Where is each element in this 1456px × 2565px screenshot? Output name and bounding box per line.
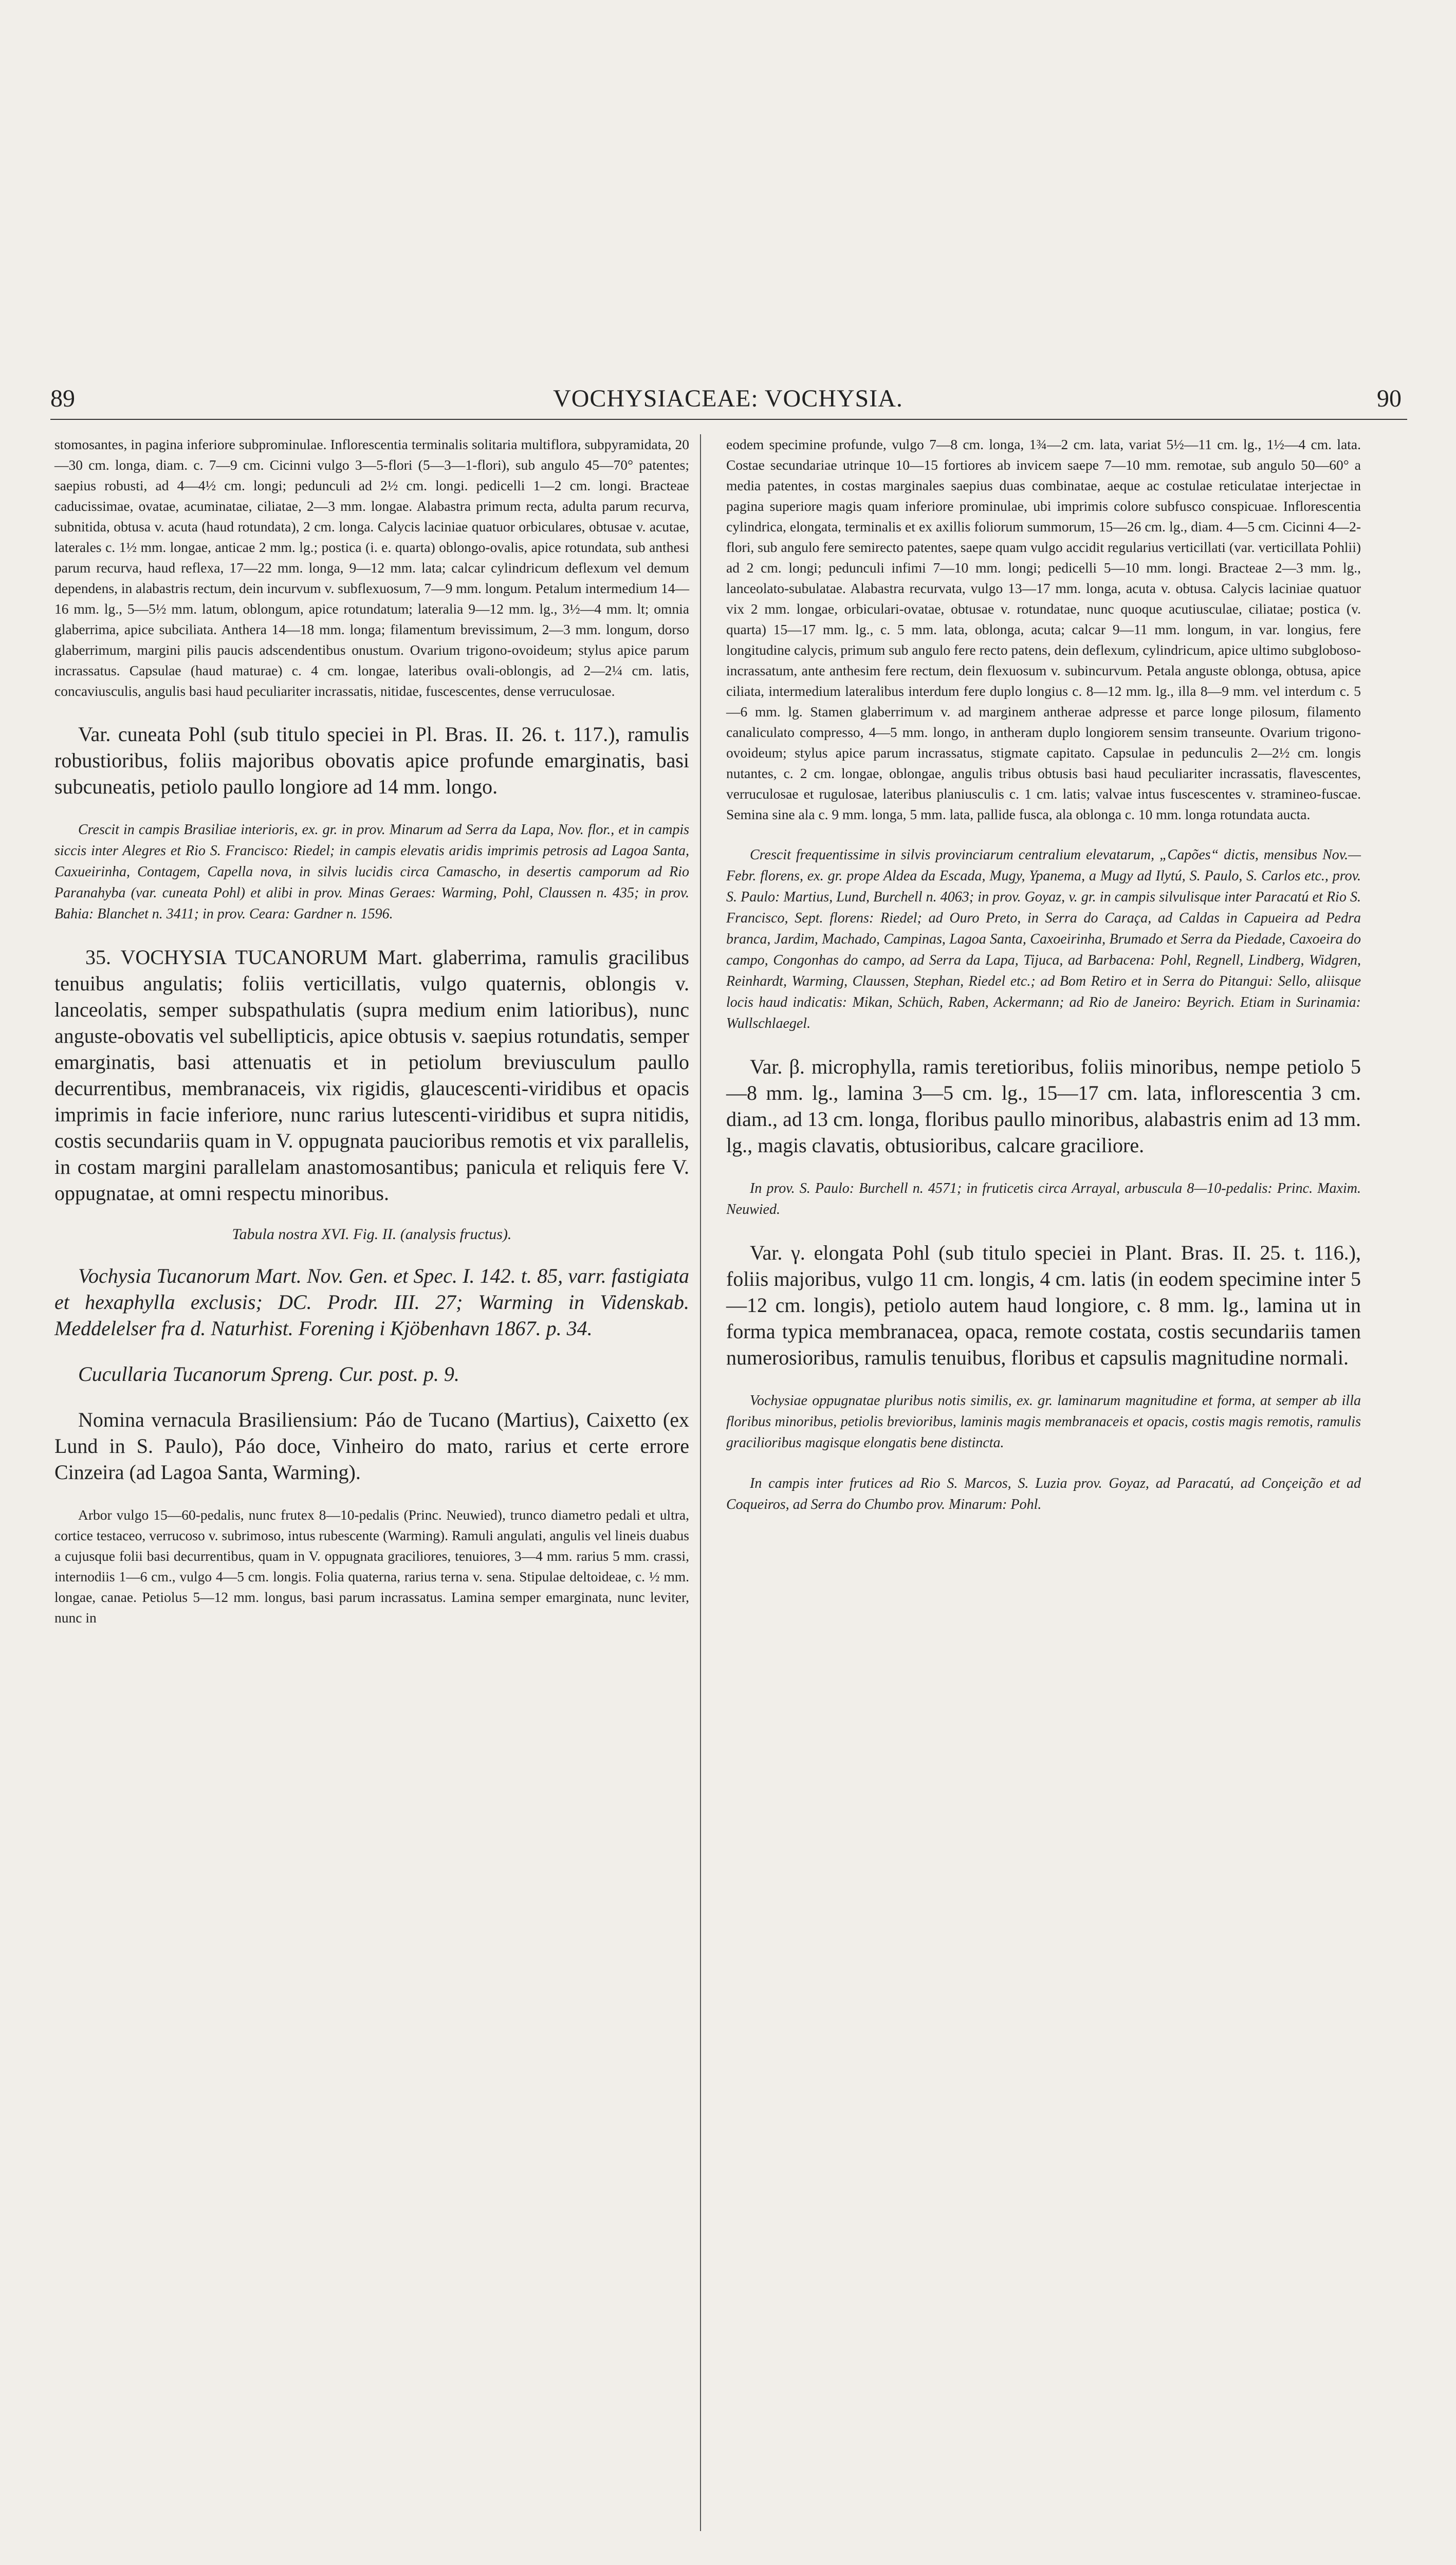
left-column bbox=[54, 434, 689, 1648]
right-page-number: 90 bbox=[1377, 385, 1402, 412]
synonym-cucullaria: Cucullaria Tucanorum Spreng. Cur. post. p. 9. bbox=[78, 1362, 459, 1386]
variety-elongata: Var. γ. elongata Pohl (sub titulo speciei in Plant. Bras. II. 25. t. 116.), foliis majoribus, vulgo 11 cm. longis, 4 cm. latis (in eodem specimine inter 5—12 cm. longis), petiolo autem haud longiore, c. 8 mm. lg., lamina ut in forma typica membranacea, opaca, remote costata, costis secundariis tamen numerosioribus, ramulis tenuibus, floribus et capsulis magnitudine normali. bbox=[726, 1241, 1361, 1369]
plate-reference: Tabula nostra XVI. Fig. II. (analysis fructus). bbox=[232, 1226, 512, 1243]
species-35-diagnosis: 35. VOCHYSIA TUCANORUM Mart. glaberrima, ramulis gracilibus tenuibus angulatis; foliis verticillatis, vulgo quaternis, oblongis v. lanceolatis, semper subspathulatis (supra medium enim latioribus), nunc anguste-obovatis vel subellipticis, apice obtusis v. saepius rotundatis, semper emarginatis, basi attenuatis et in petiolum breviusculum paullo decurrentibus, membranaceis, vix rigidis, glaucescenti-viridibus et opacis imprimis in facie inferiore, nunc rarius lutescenti-viridibus et supra nitidis, costis secundariis quam in V. oppugnata paucioribus remotis et vix parallelis, in costam margini parallelam anastomosantibus; panicula et reliquis fere V. oppugnatae, at omni respectu minoribus. bbox=[54, 946, 689, 1205]
comparison-note: Vochysiae oppugnatae pluribus notis similis, ex. gr. laminarum magnitudine et forma, at semper ab illa floribus minoribus, petiolis brevioribus, laminis magis membranaceis et opacis, costis magis remotis, ramulis gracilioribus magisque elongatis bene distincta. bbox=[726, 1393, 1361, 1451]
right-column bbox=[726, 434, 1361, 1535]
running-title: VOCHYSIACEAE: VOCHYSIA. bbox=[553, 385, 903, 412]
header-rule bbox=[50, 419, 1407, 420]
left-page-number: 89 bbox=[50, 385, 75, 412]
vernacular-names: Nomina vernacula Brasiliensium: Páo de Tucano (Martius), Caixetto (ex Lund in S. Paulo), Páo doce, Vinheiro do mato, rarius et certe errore Cinzeira (ad Lagoa Santa, Warming). bbox=[54, 1408, 689, 1484]
habitat-paragraph-right: Crescit frequentissime in silvis provinciarum centralium elevatarum, „Capões“ dictis, mensibus Nov.—Febr. florens, ex. gr. prope Aldea da Escada, Mugy, Ypanema, a Mugy ad Ilytú, S. Paulo, S. Carlos etc., prov. S. Paulo: Martius, Lund, Burchell n. 4063; in prov. Goyaz, v. gr. in campis silvulisque inter Paracatú et Rio S. Francisco, Sept. florens: Riedel; ad Ouro Preto, in Serra do Caraça, ad Caldas in Capueira ad Pedra branca, Jardim, Machado, Campinas, Lagoa Santa, Caxoeirinha, Brumado et Serra da Piedade, Caxoeira do campo, Congonhas do campo, ad Serra da Lapa, Tijuca, ad Barbacena: Pohl, Regnell, Lindberg, Widgren, Reinhardt, Warming, Claussen, Stephan, Riedel etc.; ad Bom Retiro et in Serra do Pitangui: Sello, aliisque locis haud indicatis: Mikan, Schüch, Raben, Ackermann; ad Rio de Janeiro: Beyrich. Etiam in Surinamia: Wullschlaegel. bbox=[726, 847, 1361, 1031]
variety-cuneata: Var. cuneata Pohl (sub titulo speciei in Pl. Bras. II. 26. t. 117.), ramulis robustioribus, foliis majoribus obovatis apice profunde emarginatis, basi subcuneatis, petiolo paullo longiore ad 14 mm. longo. bbox=[54, 723, 689, 798]
microphylla-locality: In prov. S. Paulo: Burchell n. 4571; in fruticetis circa Arrayal, arbuscula 8—10-pedalis: Princ. Maxim. Neuwied. bbox=[726, 1180, 1361, 1217]
habitat-paragraph: Crescit in campis Brasiliae interioris, ex. gr. in prov. Minarum ad Serra da Lapa, Nov. flor., et in campis siccis inter Alegres et Rio S. Francisco: Riedel; in campis elevatis aridis imprimis petrosis ad Lagoa Santa, Caxueirinha, Contagem, Capella nova, in silvis lucidis circa Camascho, in desertis camporum ad Rio Paranahyba (var. cuneata Pohl) et alibi in prov. Minas Geraes: Warming, Pohl, Claussen n. 435; in prov. Bahia: Blanchet n. 3411; in prov. Ceara: Gardner n. 1596. bbox=[54, 822, 689, 922]
description-continued-right: eodem specimine profunde, vulgo 7—8 cm. longa, 1¾—2 cm. lata, variat 5½—11 cm. lg., 1½—4 cm. lata. Costae secundariae utrinque 10—15 fortiores ab invicem saepe 7—10 mm. remotae, sub angulo 50—60° a media patentes, in costas marginales saepius duas combinatae, aeque ac costulae reticulatae interjectae in pagina superiore magis quam inferiore prominulae, ubi imprimis colore subfusco conspicuae. Inflorescentia cylindrica, elongata, terminalis et ex axillis foliorum summorum, 15—26 cm. lg., diam. 4—5 cm. Cicinni 4—2-flori, sub angulo fere semirecto patentes, saepe quam vulgo accidit regularius verticillati (var. verticillata Pohlii) ad 2 cm. longi; pedunculi infimi 7—10 mm. longi; pedicelli 5—10 mm. longi. Bracteae 2—3 mm. lg., lanceolato-subulatae. Alabastra recurvata, vulgo 13—17 mm. longa, acuta v. obtusa. Calycis laciniae quatuor vix 2 mm. longae, orbiculari-ovatae, obtusae v. rotundatae, nunc quoque acutiusculae, ciliatae; postica (v. quarta) 15—17 mm. lg., c. 5 mm. lata, oblonga, acuta; calcar 9—11 mm. longum, in var. longius, fere longitudine calycis, primum sub angulo fere recto patens, dein deflexum, cylindricum, apice ultimo subgloboso-incrassatum, ante anthesim fere rectum, dein flexuosum v. subincurvum. Petala anguste oblonga, obtusa, apice ciliata, intermedium lateralibus interdum fere duplo longius c. 8—12 mm. lg., illa 8—9 mm. vel interdum c. 5—6 mm. lg. Stamen glaberrimum v. ad marginem antherae adpresse et parce longe pilosum, filamento canaliculato compresso, 4—5 mm. longo, in antheram duplo longiorem sensim transeunte. Ovarium trigono-ovoideum; stylus apice parum incrassatus, stigmate capitato. Capsulae in pedunculis 2—2½ cm. longis nutantes, c. 2 cm. longae, oblongae, angulis tribus obtusis basi haud peculiariter incrassatis, flavescentes, verruculosae et rugulosae, lateribus planiusculis c. 1 cm. latis; valvae intus fuscescentes v. stramineo-fuscae. Semina sine ala c. 9 mm. longa, 5 mm. lata, pallide fusca, ala oblonga c. 10 mm. longa rotundata aucta. bbox=[726, 436, 1361, 822]
description-arbor: Arbor vulgo 15—60-pedalis, nunc frutex 8—10-pedalis (Princ. Neuwied), trunco diametro pedali et ultra, cortice testaceo, verrucoso v. subrimoso, intus rubescente (Warming). Ramuli angulati, angulis vel lineis duabus a cujusque folii basi decurrentibus, quam in V. oppugnata graciliores, tenuiores, 3—4 mm. rarius 5 mm. crassi, internodiis 1—6 cm., vulgo 4—5 cm. longis. Folia quaterna, rarius terna v. sena. Stipulae deltoideae, c. ½ mm. longae, canae. Petiolus 5—12 mm. longus, basi parum incrassatus. Lamina semper emarginata, nunc leviter, nunc in bbox=[54, 1507, 689, 1626]
elongata-locality: In campis inter frutices ad Rio S. Marcos, S. Luzia prov. Goyaz, ad Paracatú, ad Conçeição et ad Coqueiros, ad Serra do Chumbo prov. Minarum: Pohl. bbox=[726, 1475, 1361, 1512]
variety-microphylla: Var. β. microphylla, ramis teretioribus, foliis minoribus, nempe petiolo 5—8 mm. lg., lamina 3—5 cm. lg., 15—17 cm. lata, inflorescentia 3 cm. diam., ad 13 cm. longa, floribus paullo minoribus, alabastris enim ad 13 mm. lg., magis clavatis, obtusioribus, calcare graciliore. bbox=[726, 1055, 1361, 1157]
column-divider bbox=[700, 434, 701, 2531]
description-continued: stomosantes, in pagina inferiore subprominulae. Inflorescentia terminalis solitaria multiflora, subpyramidata, 20—30 cm. longa, diam. c. 7—9 cm. Cicinni vulgo 3—5-flori (5—3—1-flori), sub angulo 45—70° patentes; saepius robusti, ad 4—4½ cm. longi; pedunculi ad 2½ cm. longi. pedicelli 1—2 cm. longi. Bracteae caducissimae, ovatae, acuminatae, ciliatae, 2—3 mm. longae. Alabastra primum recta, adulta parum recurva, subnitida, obtusa v. acuta (haud rotundata), 2 cm. longa. Calycis laciniae quatuor orbiculares, obtusae v. acutae, laterales c. 1½ mm. longae, anticae 2 mm. lg.; postica (i. e. quarta) oblongo-ovalis, apice rotundata, sub anthesi parum recurva, haud reflexa, 17—22 mm. longa, 9—12 mm. lata; calcar cylindricum deflexum vel demum dependens, in alabastris rectum, dein incurvum v. subflexuosum, 7—9 mm. longum. Petalum intermedium 14—16 mm. lg., 5—5½ mm. latum, oblongum, apice rotundatum; lateralia 9—12 mm. lg., 3½—4 mm. lt; omnia glaberrima, apice subciliata. Anthera 14—18 mm. longa; filamentum brevissimum, 2—3 mm. longum, dorso glaberrimum, margini pilis paucis adscendentibus onustum. Ovarium trigono-ovoideum; stylus apice parum incrassatus. Capsulae (haud maturae) c. 4 cm. longae, lateribus ovali-oblongis, ad 2—2¼ cm. latis, concaviusculis, angulis basi haud peculiariter incrassatis, nitidae, fuscescentes, dense verruculosae. bbox=[54, 436, 689, 699]
synonymy: Vochysia Tucanorum Mart. Nov. Gen. et Spec. I. 142. t. 85, varr. fastigiata et hexaphylla exclusis; DC. Prodr. III. 27; Warming in Videnskab. Meddelelser fra d. Naturhist. Forening i Kjöbenhavn 1867. p. 34. bbox=[54, 1264, 689, 1340]
